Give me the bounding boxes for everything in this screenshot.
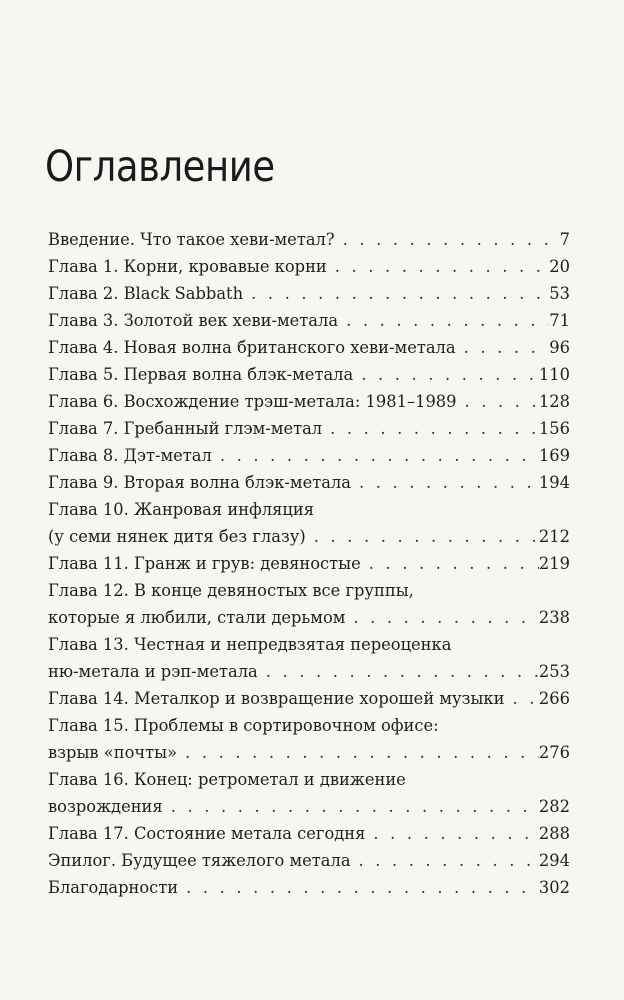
dot-leader	[212, 442, 539, 469]
toc-entry-row	[48, 361, 570, 388]
toc-entry-title-line: ню-метала и рэп-метала	[48, 662, 258, 681]
toc-entry-row	[48, 280, 570, 307]
toc-entry-row	[48, 226, 570, 253]
toc-page-number: 276	[538, 743, 570, 762]
toc-page-number: 238	[538, 608, 570, 627]
toc-page-number: 194	[538, 473, 570, 492]
toc-entry-title-line: Глава 11. Гранж и грув: девяностые	[48, 554, 361, 573]
toc-entry-title-line: Глава 5. Первая волна блэк-метала	[48, 365, 354, 384]
toc-entry	[48, 361, 570, 388]
toc-entry-row	[48, 550, 570, 577]
toc-page-number: 110	[538, 365, 570, 384]
toc-entry-row	[48, 388, 570, 415]
toc-entry-title-line: (у семи нянек дитя без глазу)	[48, 527, 306, 546]
toc-entry-row	[48, 847, 570, 874]
toc-entry-title-line: Глава 8. Дэт-метал	[48, 446, 212, 465]
dot-leader	[365, 820, 539, 847]
dot-leader	[353, 361, 539, 388]
toc-page-number: 253	[538, 662, 570, 681]
toc-entry	[48, 388, 570, 415]
toc-entry	[48, 307, 570, 334]
toc-page-number: 266	[538, 689, 570, 708]
toc-entry	[48, 712, 570, 766]
toc-entry-row	[48, 685, 570, 712]
toc-page-number: 7	[559, 230, 570, 249]
toc-entry-row	[48, 442, 570, 469]
table-of-contents	[48, 226, 570, 901]
dot-leader	[327, 253, 550, 280]
dot-leader	[335, 226, 560, 253]
dot-leader	[456, 334, 550, 361]
toc-entry-title-line: Благодарности	[48, 878, 179, 897]
toc-entry-title-line: Глава 16. Конец: ретрометал и движение	[48, 770, 406, 789]
toc-entry-title-line: Глава 2. Black Sabbath	[48, 284, 244, 303]
toc-entry-title-line: Глава 17. Состояние метала сегодня	[48, 824, 366, 843]
toc-entry	[48, 685, 570, 712]
toc-entry	[48, 820, 570, 847]
toc-entry	[48, 253, 570, 280]
dot-leader	[338, 307, 549, 334]
dot-leader	[361, 550, 539, 577]
toc-page-number: 282	[538, 797, 570, 816]
dot-leader	[345, 604, 539, 631]
toc-entry	[48, 577, 570, 631]
dot-leader	[351, 847, 539, 874]
toc-entry-row	[48, 874, 570, 901]
toc-entry-title-line: взрыв «почты»	[48, 743, 178, 762]
dot-leader	[504, 685, 538, 712]
toc-entry	[48, 550, 570, 577]
toc-entry-title-line: Эпилог. Будущее тяжелого метала	[48, 851, 351, 870]
toc-page-number: 71	[549, 311, 570, 330]
toc-entry-row	[48, 658, 570, 685]
toc-entry	[48, 766, 570, 820]
toc-entry-title-line: которые я любили, стали дерьмом	[48, 608, 346, 627]
toc-page-number: 128	[538, 392, 570, 411]
toc-entry	[48, 334, 570, 361]
dot-leader	[178, 874, 539, 901]
toc-entry	[48, 280, 570, 307]
toc-page-number: 20	[549, 257, 570, 276]
toc-entry-row	[48, 307, 570, 334]
toc-entry-title-line: Глава 1. Корни, кровавые корни	[48, 257, 327, 276]
toc-page-number: 156	[538, 419, 570, 438]
toc-entry-title-line: Глава 6. Восхождение трэш-метала: 1981–1989	[48, 392, 457, 411]
toc-entry-row	[48, 820, 570, 847]
toc-entry	[48, 847, 570, 874]
dot-leader	[306, 523, 539, 550]
dot-leader	[163, 793, 539, 820]
toc-entry	[48, 874, 570, 901]
toc-entry	[48, 442, 570, 469]
toc-page-number: 288	[538, 824, 570, 843]
dot-leader	[457, 388, 539, 415]
toc-entry-title-line: Глава 7. Гребанный глэм-метал	[48, 419, 323, 438]
toc-entry-title-line: Глава 4. Новая волна британского хеви-метала	[48, 338, 456, 357]
toc-page-number: 212	[538, 527, 570, 546]
toc-entry	[48, 415, 570, 442]
page-title: Оглавление	[45, 142, 275, 192]
dot-leader	[243, 280, 549, 307]
toc-entry-row	[48, 523, 570, 550]
toc-entry-title-line: Глава 9. Вторая волна блэк-метала	[48, 473, 351, 492]
toc-entry-row	[48, 604, 570, 631]
toc-page-number: 294	[538, 851, 570, 870]
toc-entry	[48, 469, 570, 496]
toc-page-number: 302	[538, 878, 570, 897]
toc-entry-row	[48, 253, 570, 280]
toc-entry-title-line: возрождения	[48, 797, 163, 816]
toc-entry-row	[48, 793, 570, 820]
toc-entry-title-line: Глава 13. Честная и непредвзятая переоценка	[48, 635, 452, 654]
toc-entry-title-line: Глава 15. Проблемы в сортировочном офисе:	[48, 716, 439, 735]
toc-entry-row	[48, 415, 570, 442]
toc-entry-title-line: Введение. Что такое хеви-метал?	[48, 230, 335, 249]
toc-entry-row	[48, 739, 570, 766]
toc-entry-title-line: Глава 14. Металкор и возвращение хорошей музыки	[48, 689, 505, 708]
dot-leader	[258, 658, 539, 685]
toc-entry-title-line: Глава 12. В конце девяностых все группы,	[48, 581, 414, 600]
toc-entry-title-line: Глава 3. Золотой век хеви-метала	[48, 311, 339, 330]
toc-page-number: 169	[538, 446, 570, 465]
toc-entry	[48, 496, 570, 550]
toc-entry	[48, 631, 570, 685]
toc-entry-row	[48, 469, 570, 496]
dot-leader	[177, 739, 539, 766]
toc-entry-title-line: Глава 10. Жанровая инфляция	[48, 500, 314, 519]
dot-leader	[322, 415, 539, 442]
toc-page-number: 53	[549, 284, 570, 303]
toc-entry	[48, 226, 570, 253]
toc-page-number: 219	[538, 554, 570, 573]
toc-page-number: 96	[549, 338, 570, 357]
toc-entry-row	[48, 334, 570, 361]
dot-leader	[351, 469, 539, 496]
